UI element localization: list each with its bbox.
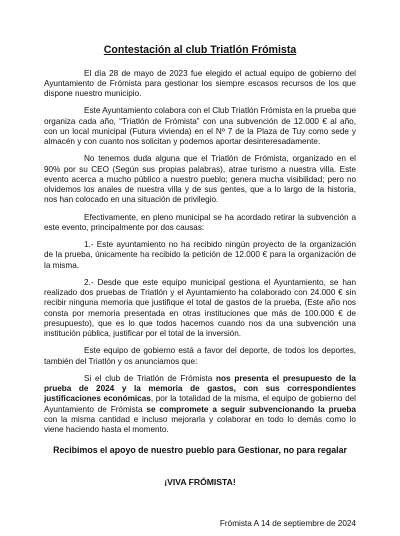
- paragraph-election: El día 28 de mayo de 2023 fue elegido el actual equipo de gobierno del Ayuntamiento de Frómista para gestionar los siempre escasos recursos de los que dispone nuestro municipio.: [44, 68, 356, 99]
- commitment-text-1: Si el club de Triatlón de Frómista: [84, 373, 217, 383]
- place-date-signoff: Frómista A 14 de septiembre de 2024: [219, 519, 356, 529]
- closing-statement: Recibimos el apoyo de nuestro pueblo para Gestionar, no para regalar: [53, 445, 347, 456]
- commitment-bold-1: nos presenta el presupuesto de la prueba de 2024 y la memoria de gastos, con sus correspondientes justificaciones económicas: [44, 373, 356, 404]
- paragraph-commitment: [44, 374, 356, 436]
- document-title: Contestación al club Triatlón Frómista: [103, 44, 297, 56]
- commitment-text-3: con la misma cantidad e incluso mejorarla y colaborar en todo lo demás como lo viene haciendo hasta el momento.: [44, 414, 356, 435]
- commitment-bold-2: se compromete a seguir subvencionando la prueba: [146, 404, 356, 414]
- reason-two: 2.- Desde que este equipo municipal gestiona el Ayuntamiento, se han realizado dos pruebas de Triatlón y el Ayuntamiento ha colaborado con 24.000 € sin recibir ninguna memoria que justifique el total de gastos de la prueba, (Este año nos consta por memoria presentada en otras instituciones que más de 100.000 € de presupuesto), que es lo que todos hacemos cuando nos da una subvención una institución pública, justificar por el total de la inversión.: [44, 277, 356, 339]
- paragraph-collaboration: Este Ayuntamiento colabora con el Club Triatlón Frómista en la prueba que organiza cada año, “Triatlón de Frómista” con una subvención de 12.000 € al año, con un local municipal (Futura vivienda) en el Nº 7 de la Plaza de Tuy como sede y almacén y con cuanto nos solicitan y podemos aportar desinteresadamente.: [44, 106, 357, 147]
- paragraph-tourism: No tenemos duda alguna que el Triatlón de Frómista, organizado en el 90% por su CEO (Según sus propias palabras), atrae turismo a nuestra villa. Este evento acerca a mucho público a nuestro pueblo; genera mucha visibilidad; pero no olvidemos los anales de nuestra villa y de sus gentes, que a lo largo de la historia, nos han colocado en una situación de privilegio.: [44, 154, 356, 205]
- commitment-text-2: , por la totalidad de la misma, el equipo de gobierno del Ayuntamiento de Frómista: [44, 394, 356, 414]
- cheer-line: ¡VIVA FRÓMISTA!: [164, 477, 236, 488]
- reason-one: 1.- Este ayuntamiento no ha recibido ningún proyecto de la organización de la prueba, únicamente ha recibido la petición de 12.000 € para la organización de la misma.: [44, 240, 356, 270]
- paragraph-subsidy-withdrawal: Efectivamente, en pleno municipal se ha acordado retirar la subvención a este evento, principalmente por dos causas:: [44, 212, 356, 232]
- paragraph-support-sport: Este equipo de gobierno está a favor del deporte, de todos los deportes, también del Triatlón y os anunciamos que:: [44, 346, 356, 366]
